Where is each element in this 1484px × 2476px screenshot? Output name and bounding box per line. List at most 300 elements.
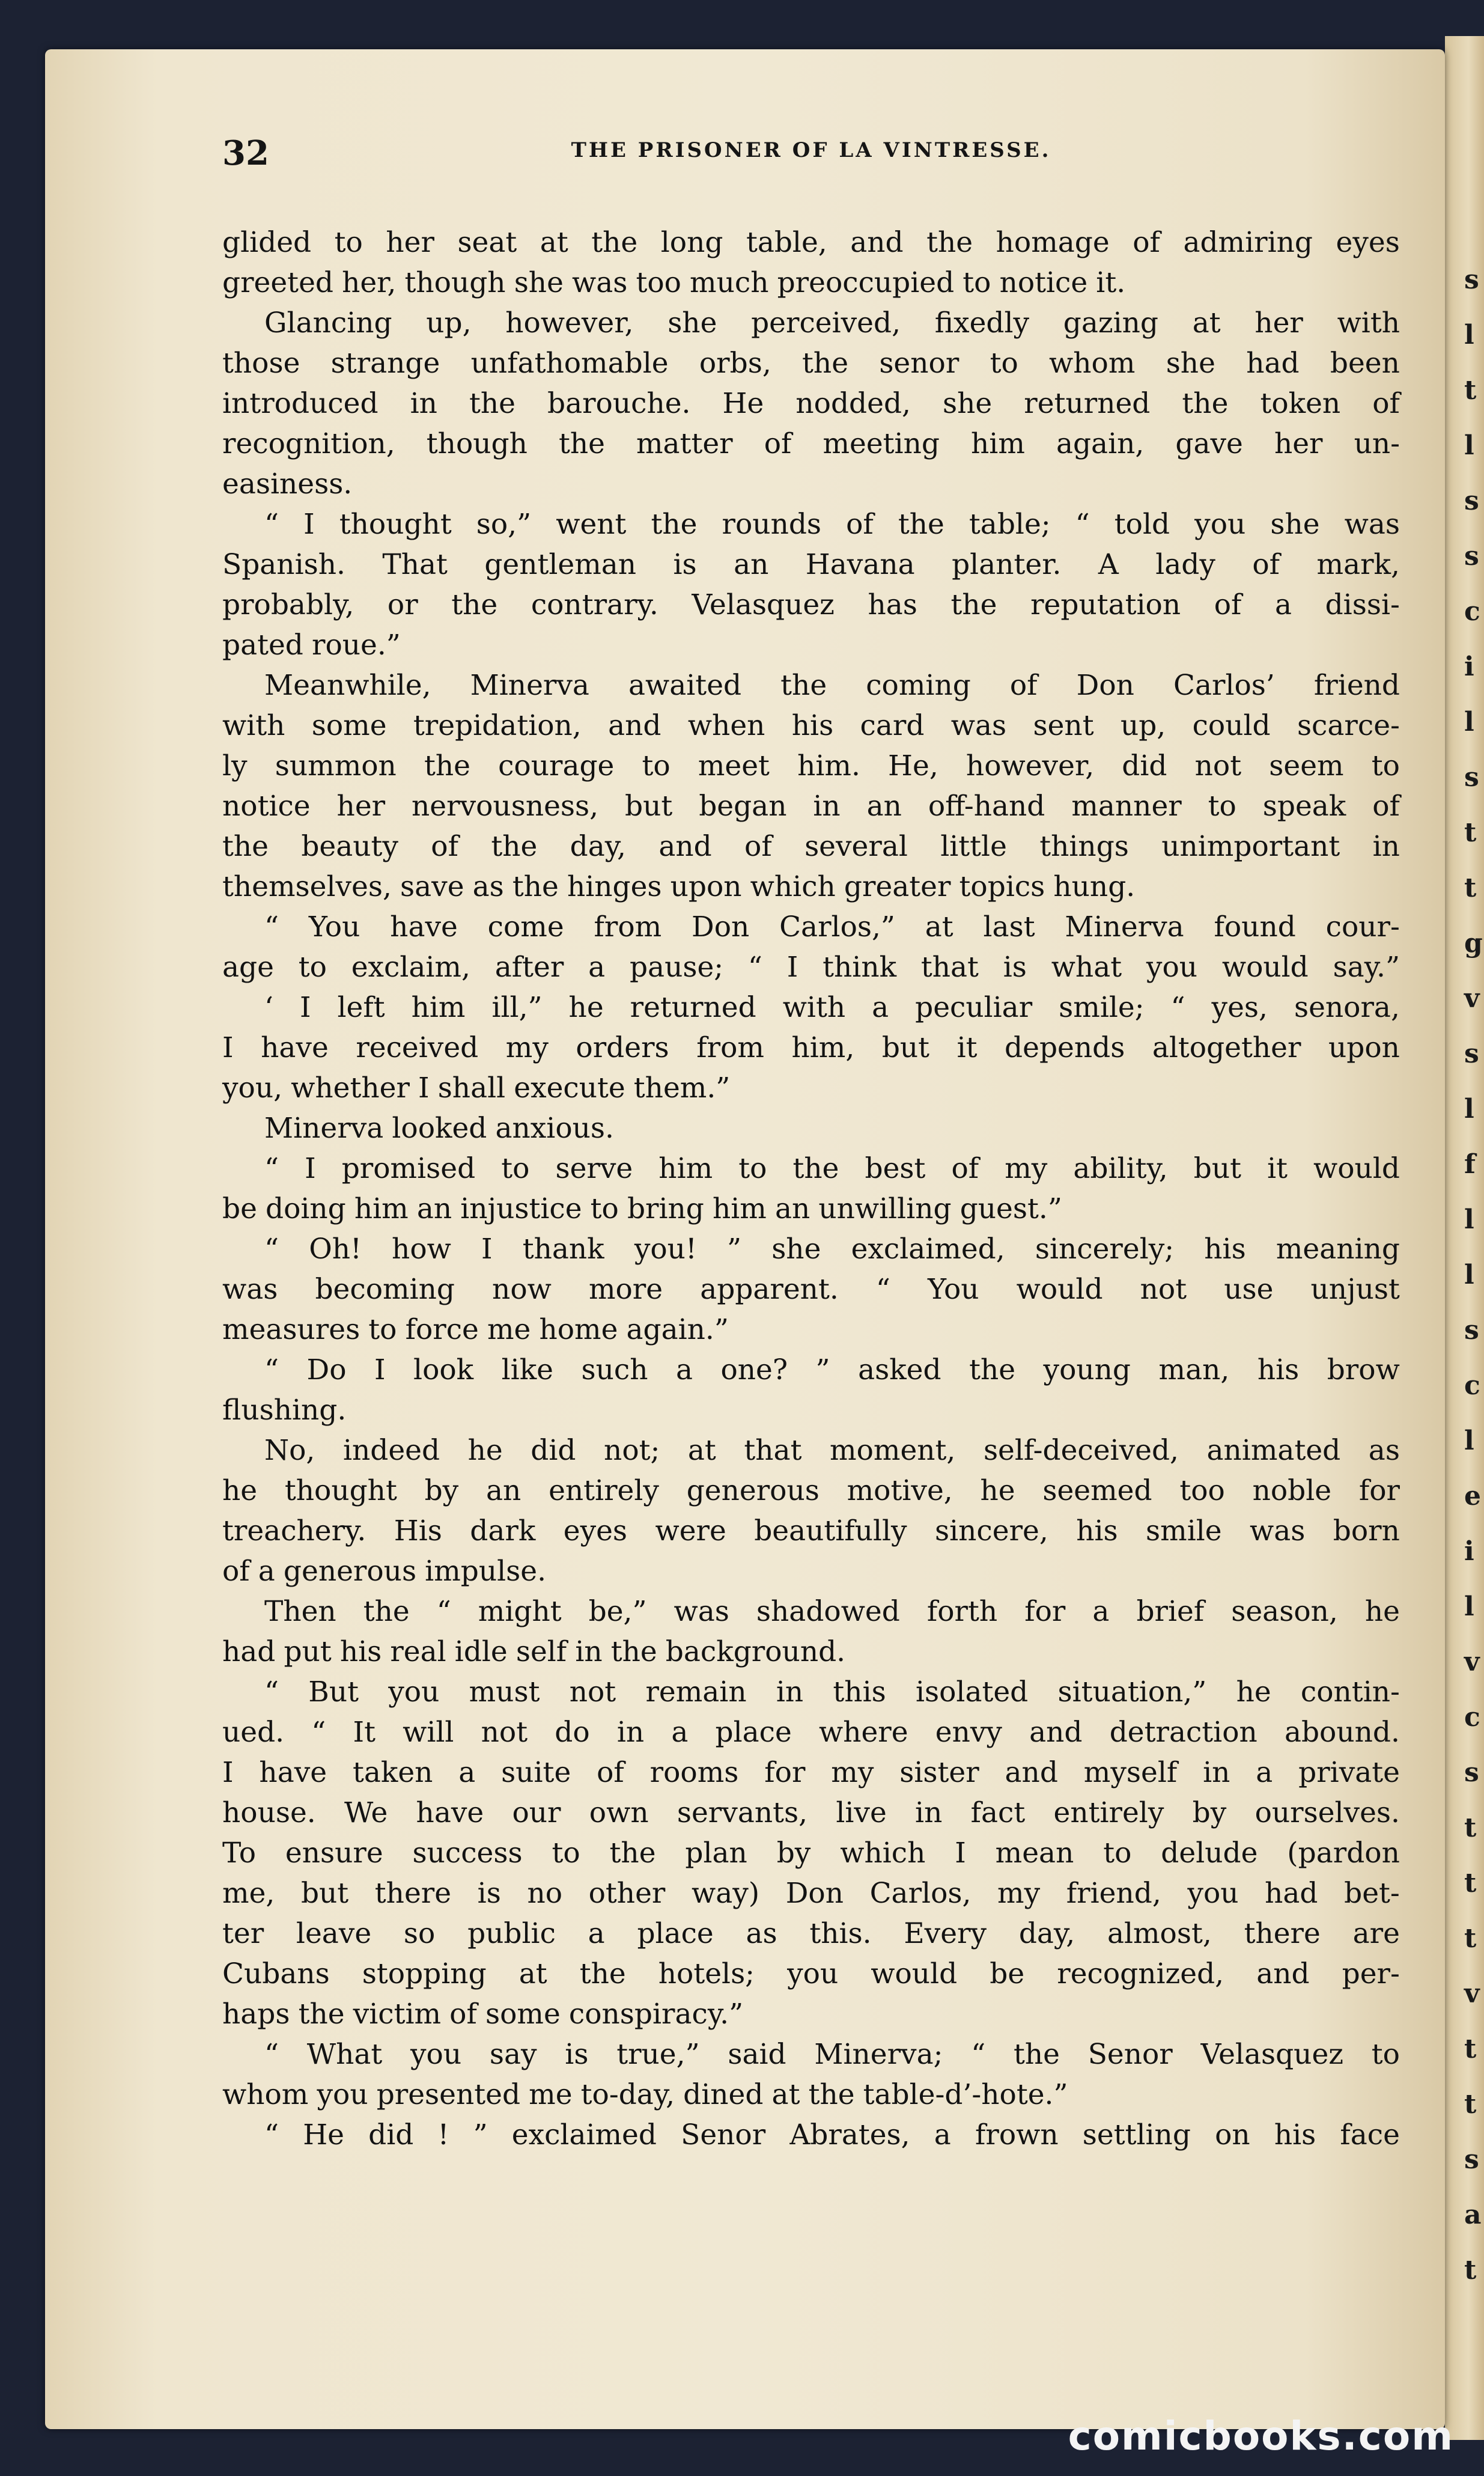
word: dissi-: [1325, 588, 1400, 621]
word: Carlos,”: [779, 910, 895, 944]
word: whether: [291, 1072, 410, 1105]
word: is: [1003, 951, 1027, 984]
word: hotels;: [658, 1957, 755, 1990]
word: again.”: [626, 1313, 729, 1346]
word: save: [400, 870, 464, 903]
word: Glancing: [264, 306, 392, 340]
word: say.”: [1333, 951, 1400, 984]
word: the: [926, 226, 973, 259]
word: rooms: [649, 1756, 739, 1789]
word: him.: [797, 749, 860, 782]
word: recognition,: [222, 427, 395, 460]
word: are: [1352, 1917, 1400, 1950]
word: Minerva;: [814, 2038, 943, 2071]
word: hung.: [1053, 870, 1136, 903]
word: up,: [1120, 709, 1166, 742]
word: he: [568, 991, 604, 1024]
word: the: [579, 1957, 626, 1990]
word: but: [300, 1877, 349, 1910]
word: she: [514, 266, 564, 299]
word: our: [512, 1796, 561, 1829]
word: the: [512, 870, 559, 903]
word: perceived,: [751, 306, 901, 340]
word: coming: [866, 669, 971, 702]
word: a: [458, 1756, 476, 1789]
word: him: [354, 1192, 409, 1225]
word: true,”: [616, 2038, 700, 2071]
word: trepidation,: [413, 709, 582, 742]
word: you,: [222, 1072, 283, 1105]
text-line: [222, 544, 1400, 585]
word: to: [552, 1837, 580, 1870]
word: there: [1244, 1917, 1321, 1950]
word: to: [1371, 2038, 1400, 2071]
edge-glyph: v: [1464, 983, 1480, 1014]
word: remain: [645, 1676, 747, 1709]
word: whom: [222, 2078, 309, 2111]
word: of: [764, 427, 792, 460]
word: to: [368, 1313, 397, 1346]
word: measures: [222, 1313, 360, 1346]
word: abound.: [1284, 1716, 1400, 1749]
word: pated: [222, 629, 303, 662]
word: one?: [720, 1353, 788, 1386]
word: Havana: [805, 548, 915, 581]
word: his: [1257, 1353, 1300, 1386]
word: she: [1270, 508, 1320, 541]
word: and: [1029, 1716, 1083, 1749]
word: self: [515, 1635, 567, 1668]
word: however,: [505, 306, 634, 340]
edge-glyph: t: [1464, 1813, 1477, 1843]
word: ter: [222, 1917, 264, 1950]
word: seemed: [1042, 1474, 1152, 1507]
word: !: [437, 2118, 449, 2151]
word: be,”: [588, 1595, 647, 1628]
word: I: [955, 1837, 966, 1870]
word: strange: [330, 347, 440, 380]
word: ill,”: [491, 991, 543, 1024]
word: treachery.: [222, 1514, 366, 1548]
word: exclaimed,: [851, 1233, 1005, 1266]
word: Spanish.: [222, 548, 345, 581]
text-line: [222, 1310, 1400, 1350]
word: or: [387, 588, 418, 621]
word: sent: [1033, 709, 1094, 742]
word: shall: [437, 1072, 506, 1105]
word: yes,: [1211, 991, 1268, 1024]
word: have: [416, 1796, 484, 1829]
text-line: [222, 1712, 1400, 1752]
text-line: [222, 1068, 1400, 1108]
word: the: [298, 1998, 345, 2031]
word: an: [774, 1192, 810, 1225]
word: left: [337, 991, 385, 1024]
word: Velasquez: [692, 588, 835, 621]
text-line: [222, 424, 1400, 464]
word: idle: [454, 1635, 508, 1668]
word: she: [667, 306, 717, 340]
word: me,: [222, 1877, 275, 1910]
text-line: [222, 2075, 1400, 2115]
edge-glyph: t: [1464, 873, 1477, 903]
word: and: [1256, 1957, 1310, 1990]
word: but: [1193, 1152, 1242, 1185]
word: was: [572, 266, 628, 299]
word: (pardon: [1287, 1837, 1400, 1870]
word: at: [540, 226, 568, 259]
word: A: [1098, 548, 1119, 581]
word: of: [1372, 790, 1400, 823]
word: situation,”: [1057, 1676, 1207, 1709]
text-line: [222, 1390, 1400, 1430]
word: some: [311, 709, 387, 742]
word: could: [1192, 709, 1271, 742]
word: servants,: [677, 1796, 808, 1829]
word: were: [655, 1514, 726, 1548]
word: indeed: [342, 1434, 440, 1467]
word: Abrates,: [789, 2118, 910, 2151]
word: of: [744, 830, 772, 863]
word: serve: [555, 1152, 633, 1185]
word: how: [392, 1233, 451, 1266]
word: you: [1146, 951, 1198, 984]
word: in: [1372, 830, 1400, 863]
word: was: [674, 1595, 729, 1628]
word: received: [356, 1031, 479, 1064]
word: a: [1274, 588, 1292, 621]
word: upon: [670, 870, 742, 903]
edge-glyph: t: [1464, 1923, 1477, 1954]
word: hinges: [567, 870, 662, 903]
word: an: [866, 790, 902, 823]
word: face: [1340, 2118, 1400, 2151]
word: in: [813, 790, 841, 823]
edge-glyph: i: [1464, 1536, 1474, 1567]
word: a: [934, 2118, 951, 2151]
word: His: [394, 1514, 442, 1548]
word: as: [746, 1917, 777, 1950]
word: “: [264, 910, 279, 944]
word: guest.”: [959, 1192, 1062, 1225]
word: put: [284, 1635, 332, 1668]
word: in: [575, 1635, 603, 1668]
word: her: [336, 790, 386, 823]
word: beauty: [301, 830, 398, 863]
edge-glyph: f: [1464, 1149, 1476, 1180]
word: recognized,: [1057, 1957, 1224, 1990]
word: he: [222, 1474, 258, 1507]
word: you: [1194, 508, 1246, 541]
word: me: [529, 2078, 573, 2111]
word: fixedly: [934, 306, 1030, 340]
word: friend: [1313, 669, 1400, 702]
word: “: [1075, 508, 1090, 541]
text-line: [222, 1430, 1400, 1471]
edge-glyph: c: [1464, 596, 1480, 627]
word: “: [264, 1676, 279, 1709]
word: self-deceived,: [983, 1434, 1179, 1467]
word: barouche.: [547, 387, 691, 420]
word: be: [222, 1192, 257, 1225]
word: themselves,: [222, 870, 392, 903]
word: matter: [636, 427, 733, 460]
word: of: [222, 1555, 250, 1588]
word: Senor: [681, 2118, 766, 2151]
word: things: [1039, 830, 1129, 863]
word: unimportant: [1161, 830, 1340, 863]
word: an: [416, 1192, 452, 1225]
word: Then: [264, 1595, 336, 1628]
word: place: [715, 1716, 792, 1749]
word: roue.”: [312, 629, 401, 662]
word: began: [699, 790, 787, 823]
word: after: [494, 951, 564, 984]
word: mark,: [1316, 548, 1400, 581]
word: from: [594, 910, 662, 944]
word: so: [403, 1917, 436, 1950]
word: introduced: [222, 387, 379, 420]
word: contin-: [1300, 1676, 1400, 1709]
word: table;: [969, 508, 1051, 541]
word: with: [1337, 306, 1400, 340]
word: his: [339, 1635, 382, 1668]
text-line: [222, 1189, 1400, 1229]
word: ourselves.: [1254, 1796, 1400, 1829]
word: courage: [498, 749, 615, 782]
text-line: [222, 987, 1400, 1028]
word: forth: [926, 1595, 998, 1628]
word: have: [261, 1031, 329, 1064]
word: my: [505, 1031, 549, 1064]
word: as: [472, 870, 504, 903]
word: an: [486, 1474, 522, 1507]
word: ability,: [1073, 1152, 1168, 1185]
word: manner: [1071, 790, 1182, 823]
word: “: [311, 1716, 326, 1749]
word: you!: [634, 1233, 697, 1266]
edge-glyph: l: [1464, 320, 1474, 350]
word: I: [418, 1072, 430, 1105]
word: had: [1265, 1877, 1318, 1910]
word: sister: [899, 1756, 979, 1789]
word: off-hand: [928, 790, 1045, 823]
word: man,: [1158, 1353, 1230, 1386]
word: a: [588, 1917, 605, 1950]
edge-glyph: s: [1464, 2144, 1479, 2175]
text-line: [222, 1793, 1400, 1833]
word: told: [1114, 508, 1170, 541]
word: in: [915, 1796, 943, 1829]
edge-glyph: i: [1464, 651, 1474, 682]
word: private: [1298, 1756, 1400, 1789]
word: entirely: [1053, 1796, 1164, 1829]
word: said: [728, 2038, 786, 2071]
text-line: [222, 826, 1400, 867]
edge-glyph: s: [1464, 264, 1479, 295]
word: glided: [222, 226, 312, 259]
word: nodded,: [795, 387, 911, 420]
edge-glyph: t: [1464, 817, 1477, 848]
word: seat: [457, 226, 517, 259]
word: taken: [352, 1756, 433, 1789]
word: thought: [339, 508, 452, 541]
word: which: [750, 870, 836, 903]
word: sincerely;: [1035, 1233, 1175, 1266]
word: Do: [306, 1353, 347, 1386]
word: have: [259, 1756, 327, 1789]
word: notice: [999, 266, 1088, 299]
word: of: [449, 1998, 477, 2031]
word: of: [846, 508, 874, 541]
word: moment,: [830, 1434, 956, 1467]
edge-glyph: t: [1464, 375, 1477, 406]
word: smile: [1146, 1514, 1222, 1548]
word: He: [722, 387, 764, 420]
word: the: [950, 588, 997, 621]
word: stopping: [362, 1957, 487, 1990]
word: on: [1215, 2118, 1250, 2151]
word: had: [1246, 347, 1300, 380]
word: in: [776, 1676, 804, 1709]
word: Don: [692, 910, 750, 944]
word: notice: [222, 790, 311, 823]
edge-glyph: l: [1464, 1591, 1474, 1622]
edge-glyph: s: [1464, 541, 1479, 572]
word: motive,: [847, 1474, 953, 1507]
word: envy: [935, 1716, 1002, 1749]
word: his: [791, 709, 834, 742]
word: real: [390, 1635, 446, 1668]
word: greeted: [222, 266, 333, 299]
text-line: [222, 585, 1400, 625]
word: would: [1313, 1152, 1400, 1185]
word: injustice: [460, 1192, 582, 1225]
word: an: [734, 548, 769, 581]
word: You: [308, 910, 360, 944]
word: though: [404, 266, 506, 299]
word: by: [776, 1837, 811, 1870]
word: presented: [376, 2078, 521, 2111]
word: the: [491, 830, 538, 863]
word: might: [478, 1595, 562, 1628]
word: his: [1076, 1514, 1118, 1548]
edge-glyph: c: [1464, 1702, 1480, 1733]
word: a: [258, 1555, 275, 1588]
word: other: [588, 1877, 666, 1910]
word: card: [860, 709, 925, 742]
edge-glyph: t: [1464, 1868, 1477, 1898]
body-text: [222, 222, 1400, 2155]
word: a: [1092, 1595, 1110, 1628]
text-line: [222, 947, 1400, 987]
text-line: [222, 2034, 1400, 2075]
word: beautifully: [754, 1514, 907, 1548]
word: not: [1194, 749, 1242, 782]
word: sincere,: [935, 1514, 1048, 1548]
word: ‘: [264, 991, 273, 1024]
word: little: [940, 830, 1007, 863]
word: at: [771, 2078, 800, 2111]
word: this: [833, 1676, 886, 1709]
word: the: [451, 588, 498, 621]
word: I: [303, 508, 315, 541]
edge-glyph: g: [1464, 928, 1483, 959]
word: she: [943, 387, 993, 420]
word: had: [222, 1635, 276, 1668]
word: “: [264, 1233, 279, 1266]
word: un-: [1354, 427, 1400, 460]
word: you: [410, 2038, 462, 2071]
word: per-: [1342, 1957, 1400, 1990]
text-line: [222, 867, 1400, 907]
word: not;: [604, 1434, 660, 1467]
page-header: [222, 133, 1400, 173]
word: “: [264, 2118, 279, 2151]
edge-glyph: t: [1464, 2089, 1477, 2120]
text-line: [222, 1511, 1400, 1551]
word: and: [1005, 1756, 1058, 1789]
word: table-d’-hote.”: [863, 2078, 1068, 2111]
word: with: [222, 709, 285, 742]
word: But: [308, 1676, 359, 1709]
word: it: [956, 1031, 978, 1064]
word: this.: [809, 1917, 872, 1950]
word: unjust: [1310, 1273, 1400, 1306]
word: did: [1122, 749, 1167, 782]
word: senora,: [1294, 991, 1400, 1024]
word: detraction: [1109, 1716, 1257, 1749]
word: him: [658, 1152, 713, 1185]
word: noble: [1252, 1474, 1332, 1507]
watermark-logo: comicbooks.com: [1068, 2413, 1454, 2459]
word: however,: [966, 749, 1095, 782]
word: as: [1368, 1434, 1400, 1467]
word: a: [588, 951, 606, 984]
word: bring: [627, 1192, 704, 1225]
word: shadowed: [756, 1595, 900, 1628]
text-line: [222, 786, 1400, 826]
edge-glyph: s: [1464, 1315, 1479, 1346]
word: was: [222, 1273, 278, 1306]
word: to: [642, 749, 671, 782]
word: to: [298, 951, 327, 984]
word: returned: [630, 991, 756, 1024]
word: Velasquez: [1200, 2038, 1344, 2071]
word: found: [1214, 910, 1296, 944]
word: the: [651, 508, 698, 541]
edge-glyph: t: [1464, 2034, 1477, 2064]
word: public: [467, 1917, 556, 1950]
word: brow: [1327, 1353, 1400, 1386]
word: by: [424, 1474, 459, 1507]
word: say: [489, 2038, 537, 2071]
word: Minerva: [264, 1112, 384, 1145]
edge-glyph: l: [1464, 1204, 1474, 1235]
word: orders: [576, 1031, 669, 1064]
word: You: [928, 1273, 979, 1306]
word: though: [426, 427, 528, 460]
word: the: [363, 1595, 410, 1628]
text-line: [222, 625, 1400, 665]
word: to: [962, 266, 991, 299]
word: I: [374, 1353, 386, 1386]
word: entirely: [549, 1474, 659, 1507]
word: haps: [222, 1998, 290, 2031]
word: where: [818, 1716, 908, 1749]
word: generous: [686, 1474, 820, 1507]
word: “: [264, 2038, 279, 2071]
